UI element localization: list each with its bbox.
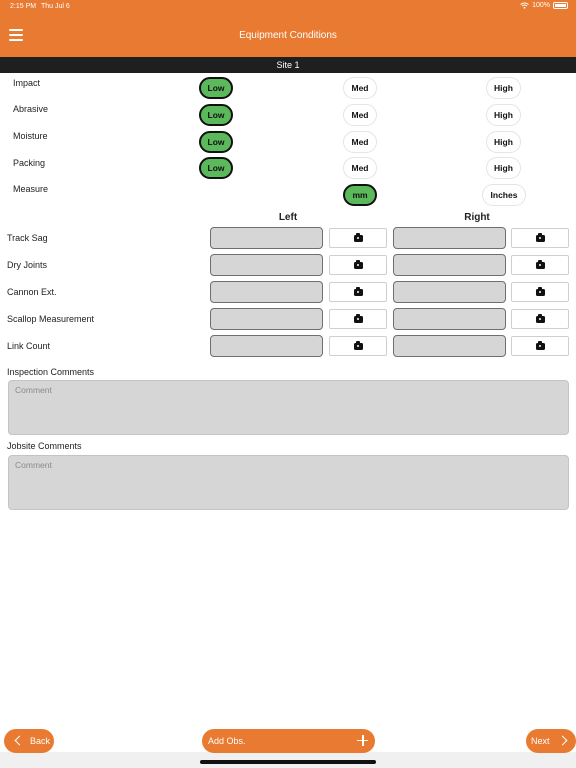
condition-label: Moisture <box>13 131 48 141</box>
track-sag-right-camera-button[interactable] <box>511 228 569 248</box>
measurement-label: Scallop Measurement <box>7 314 95 324</box>
impact-low-button[interactable]: Low <box>199 77 233 99</box>
measurement-label: Cannon Ext. <box>7 287 57 297</box>
chevron-left-icon <box>15 736 25 746</box>
page-title: Equipment Conditions <box>239 30 337 41</box>
camera-icon <box>354 316 363 323</box>
measurement-label: Dry Joints <box>7 260 48 270</box>
wifi-icon <box>520 2 529 9</box>
site-bar: Site 1 <box>0 57 576 73</box>
app-header <box>0 0 576 57</box>
moisture-low-button[interactable]: Low <box>199 131 233 153</box>
right-column-header: Right <box>464 212 490 223</box>
inspection-comments-field[interactable]: Comment <box>8 380 569 435</box>
next-button-label: Next <box>531 736 550 746</box>
back-button[interactable] <box>4 729 54 753</box>
scallop-right-camera-button[interactable] <box>511 309 569 329</box>
status-indicators <box>520 2 568 9</box>
battery-icon <box>553 2 568 9</box>
status-bar <box>0 0 576 14</box>
battery-percentage: 100% <box>532 2 550 9</box>
link-count-left-camera-button[interactable] <box>329 336 387 356</box>
add-observation-button[interactable] <box>202 729 375 753</box>
packing-low-button[interactable]: Low <box>199 157 233 179</box>
abrasive-high-button[interactable]: High <box>486 104 521 126</box>
cannon-ext-right-camera-button[interactable] <box>511 282 569 302</box>
add-observation-label: Add Obs. <box>208 736 246 746</box>
camera-icon <box>354 343 363 350</box>
impact-high-button[interactable]: High <box>486 77 521 99</box>
camera-icon <box>536 235 545 242</box>
camera-icon <box>536 316 545 323</box>
abrasive-med-button[interactable]: Med <box>343 104 377 126</box>
dry-joints-right-camera-button[interactable] <box>511 255 569 275</box>
condition-label: Packing <box>13 158 46 168</box>
home-indicator <box>200 760 376 764</box>
condition-label: Abrasive <box>13 104 49 114</box>
plus-icon <box>357 735 368 746</box>
link-count-right-input[interactable] <box>393 335 506 357</box>
chevron-right-icon <box>558 736 568 746</box>
camera-icon <box>354 289 363 296</box>
measure-label: Measure <box>13 184 49 194</box>
abrasive-low-button[interactable]: Low <box>199 104 233 126</box>
camera-icon <box>354 235 363 242</box>
camera-icon <box>354 262 363 269</box>
status-time: 2:15 PM <box>10 3 37 10</box>
camera-icon <box>536 289 545 296</box>
track-sag-right-input[interactable] <box>393 227 506 249</box>
cannon-ext-left-input[interactable] <box>210 281 323 303</box>
back-button-label: Back <box>30 736 51 746</box>
moisture-med-button[interactable]: Med <box>343 131 377 153</box>
measure-mm-button[interactable]: mm <box>343 184 377 206</box>
link-count-left-input[interactable] <box>210 335 323 357</box>
track-sag-left-camera-button[interactable] <box>329 228 387 248</box>
scallop-left-camera-button[interactable] <box>329 309 387 329</box>
measurement-label: Track Sag <box>7 233 48 243</box>
scallop-right-input[interactable] <box>393 308 506 330</box>
packing-med-button[interactable]: Med <box>343 157 377 179</box>
dry-joints-left-input[interactable] <box>210 254 323 276</box>
measure-inches-button[interactable]: Inches <box>482 184 526 206</box>
cannon-ext-right-input[interactable] <box>393 281 506 303</box>
measurement-label: Link Count <box>7 341 51 351</box>
left-column-header: Left <box>278 212 298 223</box>
status-date: Thu Jul 6 <box>41 3 70 10</box>
dry-joints-right-input[interactable] <box>393 254 506 276</box>
jobsite-comments-field[interactable]: Comment <box>8 455 569 510</box>
impact-med-button[interactable]: Med <box>343 77 377 99</box>
next-button[interactable] <box>526 729 576 753</box>
packing-high-button[interactable]: High <box>486 157 521 179</box>
dry-joints-left-camera-button[interactable] <box>329 255 387 275</box>
inspection-comments-label: Inspection Comments <box>7 367 95 377</box>
condition-label: Impact <box>13 78 41 88</box>
camera-icon <box>536 262 545 269</box>
scallop-left-input[interactable] <box>210 308 323 330</box>
moisture-high-button[interactable]: High <box>486 131 521 153</box>
camera-icon <box>536 343 545 350</box>
link-count-right-camera-button[interactable] <box>511 336 569 356</box>
track-sag-left-input[interactable] <box>210 227 323 249</box>
cannon-ext-left-camera-button[interactable] <box>329 282 387 302</box>
jobsite-comments-label: Jobsite Comments <box>7 441 82 451</box>
